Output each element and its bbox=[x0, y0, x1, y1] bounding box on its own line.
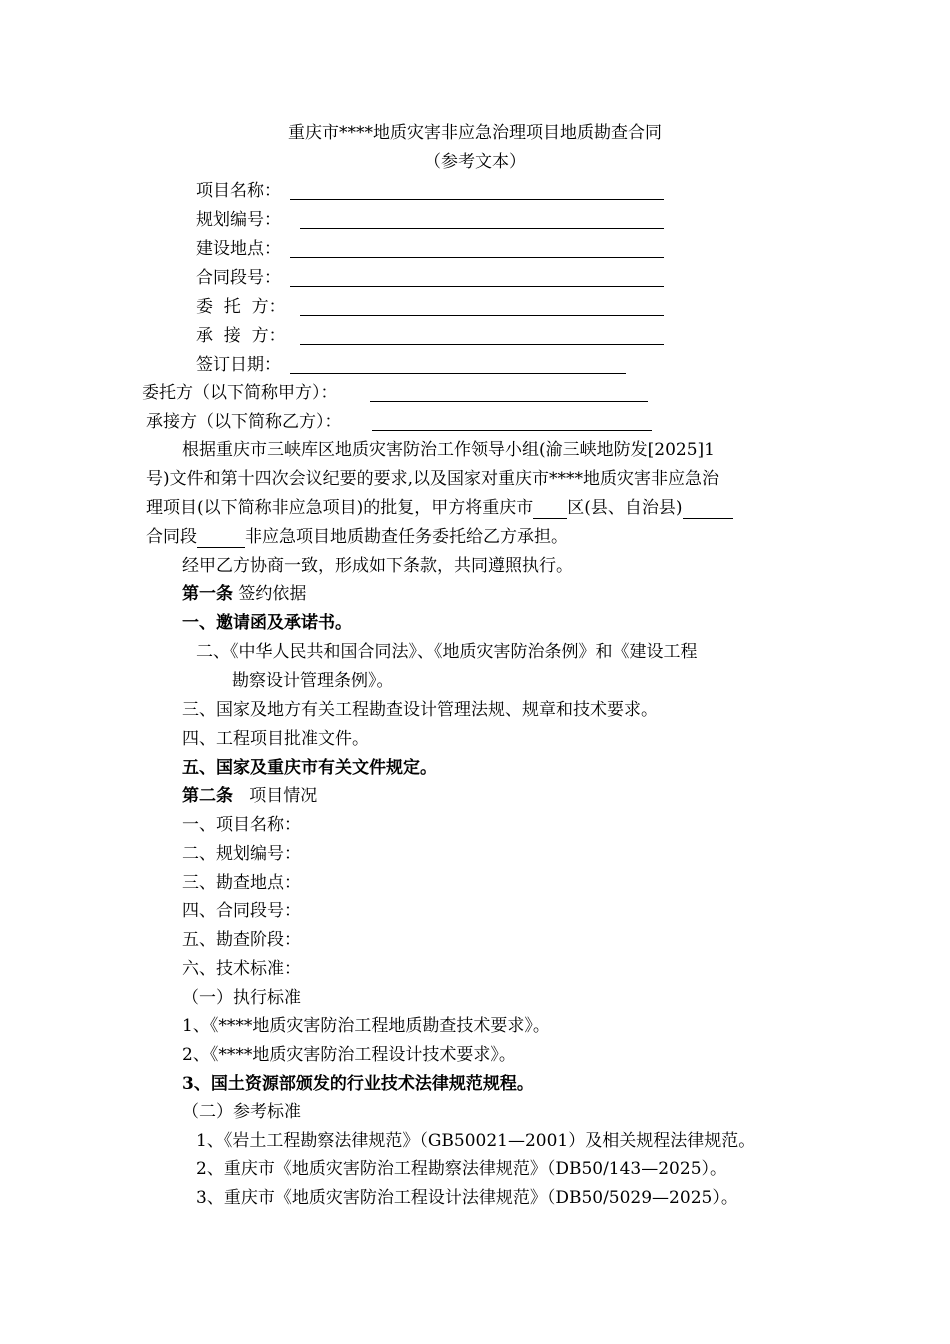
document-title: 重庆市****地质灾害非应急治理项目地质勘查合同 bbox=[288, 123, 662, 143]
article-2-item-6: 六、技术标准： bbox=[182, 959, 301, 979]
preamble-line-2: 号)文件和第十四次会议纪要的要求,以及国家对重庆市****地质灾害非应急治 bbox=[146, 469, 720, 489]
party-b-blank bbox=[372, 430, 652, 431]
field-blank-plan-number bbox=[300, 228, 664, 229]
field-label-plan-number: 规划编号： bbox=[196, 210, 281, 230]
field-blank-site bbox=[290, 257, 664, 258]
field-label-site: 建设地点： bbox=[196, 239, 281, 259]
field-label-client: 委 托 方： bbox=[196, 297, 286, 317]
preamble-line-1: 根据重庆市三峡库区地质灾害防治工作领导小组(渝三峡地防发[2025]1 bbox=[182, 440, 715, 460]
field-blank-contractor bbox=[300, 344, 664, 345]
article-2-item-5: 五、勘查阶段： bbox=[182, 930, 301, 950]
field-blank-contract-section bbox=[290, 286, 664, 287]
preamble-line-3-text: 理项目(以下简称非应急项目)的批复，甲方将重庆市 bbox=[146, 498, 534, 518]
party-a-blank bbox=[370, 401, 648, 402]
article-1-item-5: 五、国家及重庆市有关文件规定。 bbox=[182, 758, 437, 778]
preamble-line-4-text: 非应急项目地质勘查任务委托给乙方承担。 bbox=[245, 527, 568, 547]
ref-standard-3: 3、重庆市《地质灾害防治工程设计法律规范》（DB50/5029—2025）。 bbox=[196, 1188, 738, 1208]
article-1-item-3: 三、国家及地方有关工程勘查设计管理法规、规章和技术要求。 bbox=[182, 700, 658, 720]
field-blank-sign-date bbox=[290, 373, 626, 374]
ref-standards-heading: （二）参考标准 bbox=[182, 1102, 301, 1122]
ref-standard-2: 2、重庆市《地质灾害防治工程勘察法律规范》（DB50/143—2025）。 bbox=[196, 1159, 728, 1179]
contract-section-blank bbox=[197, 531, 245, 548]
field-blank-project-name bbox=[290, 199, 664, 200]
party-a-label: 委托方（以下简称甲方）： bbox=[142, 383, 338, 403]
article-2-heading bbox=[182, 785, 317, 807]
article-1-item-4: 四、工程项目批准文件。 bbox=[182, 729, 369, 749]
preamble-line-4 bbox=[146, 526, 568, 548]
exec-standard-1: 1、《****地质灾害防治工程地质勘查技术要求》。 bbox=[182, 1016, 550, 1036]
district-blank bbox=[533, 502, 567, 519]
field-blank-client bbox=[300, 315, 664, 316]
field-label-contract-section: 合同段号： bbox=[196, 268, 281, 288]
field-label-project-name: 项目名称： bbox=[196, 181, 281, 201]
article-2-item-1: 一、项目名称： bbox=[182, 815, 301, 835]
exec-standards-heading: （一）执行标准 bbox=[182, 988, 301, 1008]
field-label-sign-date: 签订日期： bbox=[196, 355, 281, 375]
article-2-item-2: 二、规划编号： bbox=[182, 844, 301, 864]
party-b-label: 承接方（以下简称乙方）： bbox=[146, 412, 342, 432]
article-1-number: 第一条 bbox=[182, 584, 233, 604]
preamble-line-5: 经甲乙方协商一致，形成如下条款，共同遵照执行。 bbox=[182, 556, 573, 576]
article-1-item-1: 一、邀请函及承诺书。 bbox=[182, 613, 352, 633]
article-2-number: 第二条 bbox=[182, 786, 233, 806]
article-1-heading bbox=[182, 583, 306, 605]
article-1-item-2-cont: 勘察设计管理条例》。 bbox=[232, 671, 394, 691]
preamble-line-3-county: 区(县、自治县) bbox=[567, 498, 683, 518]
exec-standard-3: 3、国土资源部颁发的行业技术法律规范规程。 bbox=[182, 1074, 534, 1094]
preamble-contract-section-text: 合同段 bbox=[146, 527, 197, 547]
field-label-contractor: 承 接 方： bbox=[196, 326, 286, 346]
ref-standard-1: 1、《岩土工程勘察法律规范》（GB50021—2001）及相关规程法律规范。 bbox=[196, 1131, 756, 1151]
exec-standard-2: 2、《****地质灾害防治工程设计技术要求》。 bbox=[182, 1045, 516, 1065]
article-2-item-3: 三、勘查地点： bbox=[182, 873, 301, 893]
article-1-title: 签约依据 bbox=[238, 584, 307, 604]
article-2-item-4: 四、合同段号： bbox=[182, 901, 301, 921]
preamble-line-3 bbox=[146, 497, 733, 519]
county-blank bbox=[683, 502, 733, 519]
document-subtitle: （参考文本） bbox=[424, 152, 526, 172]
article-2-title: 项目情况 bbox=[249, 786, 318, 806]
article-1-item-2: 二、《中华人民共和国合同法》、《地质灾害防治条例》和《建设工程 bbox=[196, 642, 698, 662]
